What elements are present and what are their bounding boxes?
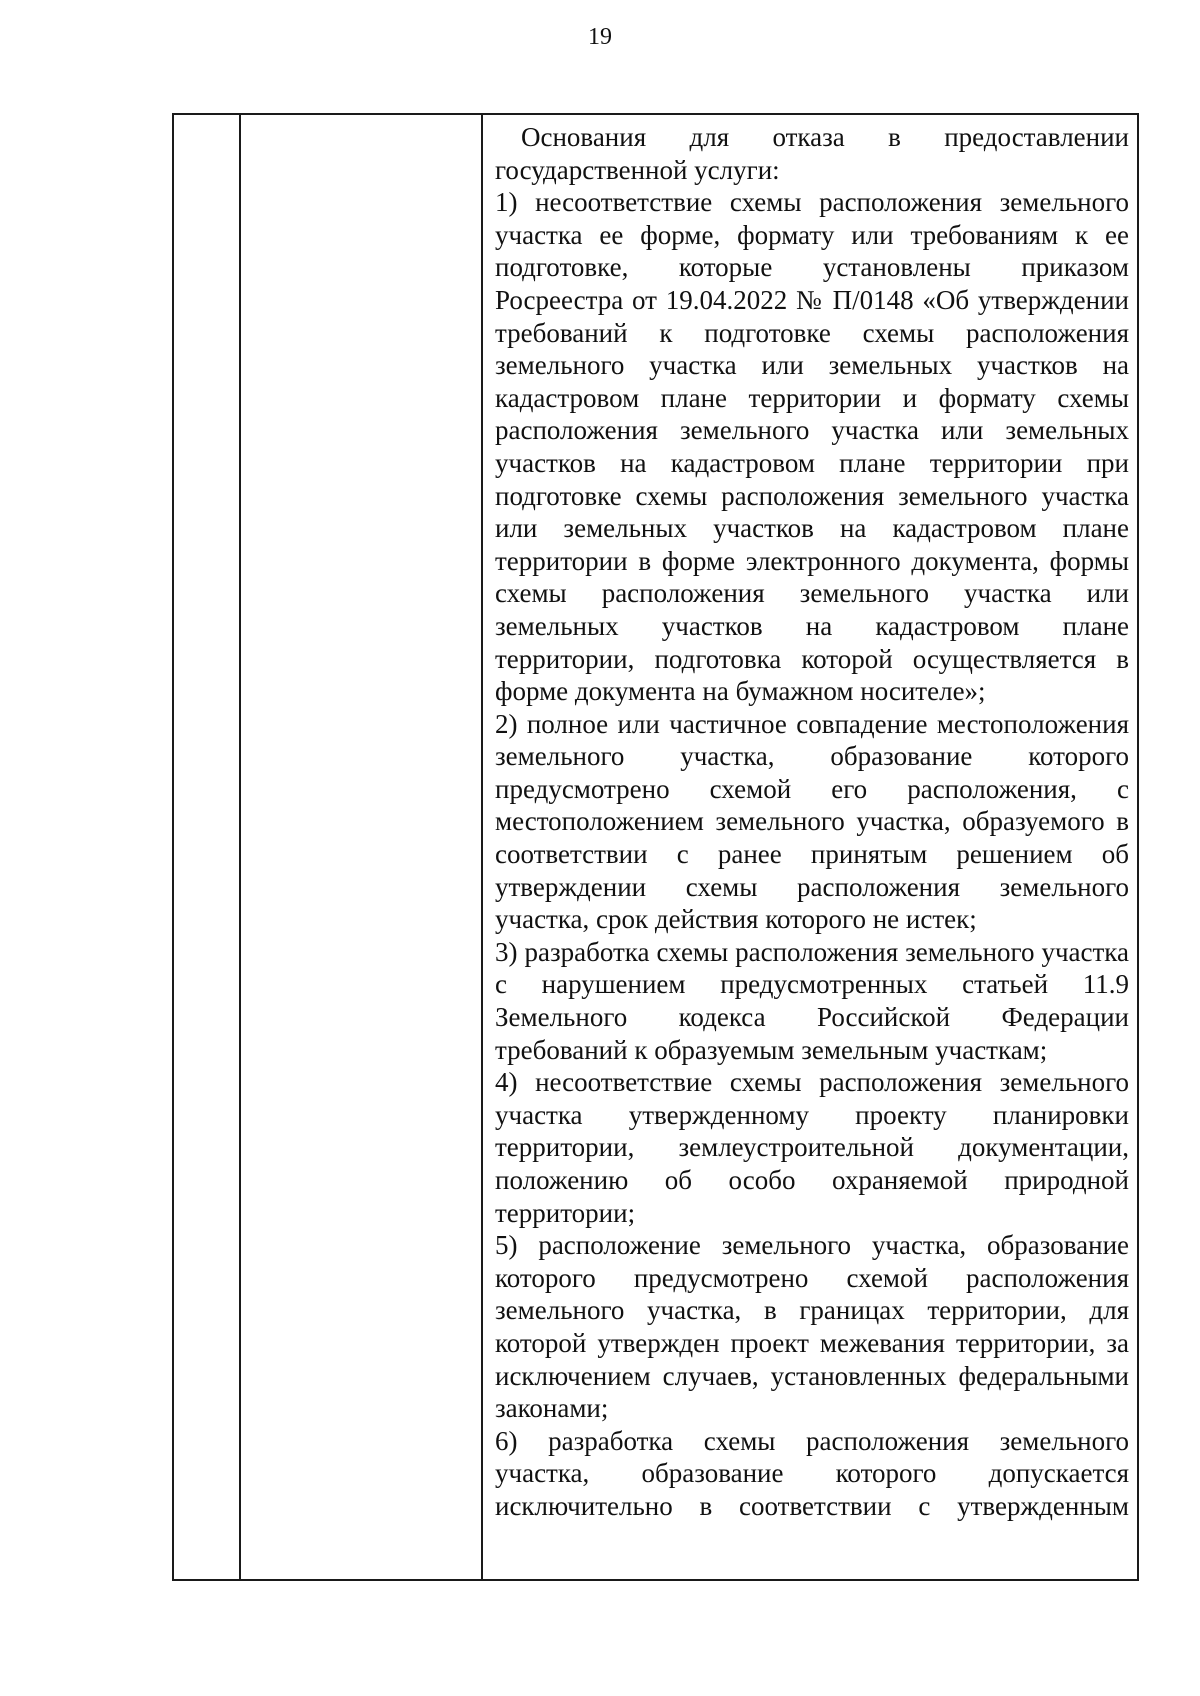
grounds-for-refusal-cell <box>495 121 1129 1523</box>
column-divider-1 <box>239 115 241 1579</box>
paragraph-item-4: 4) несоответствие схемы расположения земельного участка утвержденному проекту планировки территории, землеустроительной документации, положению об особо охраняемой природной территории; <box>495 1067 1129 1228</box>
column-divider-2 <box>481 115 483 1579</box>
paragraph-item-3: 3) разработка схемы расположения земельного участка с нарушением предусмотренных статьей 11.9 Земельного кодекса Российской Федерации требований к образуемым земельным участкам; <box>495 936 1129 1065</box>
paragraph-item-5: 5) расположение земельного участка, образование которого предусмотрено схемой расположения земельного участка, в границах территории, для которой утвержден проект межевания территории, за исключением случаев, установленных федеральными законами; <box>495 1230 1129 1424</box>
document-table <box>172 113 1139 1581</box>
paragraph-item-1: 1) несоответствие схемы расположения земельного участка ее форме, формату или требованиям к ее подготовке, которые установлены приказом Росреестра от 19.04.2022 № П/0148 «Об утверждении требований к подготовке схемы расположения земельного участка или земельных участков на кадастровом плане территории и формату схемы расположения земельного участка или земельных участков на кадастровом плане территории при подготовке схемы расположения земельного участка или земельных участков на кадастровом плане территории в форме электронного документа, формы схемы расположения земельного участка или земельных участков на кадастровом плане территории, подготовка которой осуществляется в форме документа на бумажном носителе»; <box>495 187 1129 707</box>
paragraph-intro: Основания для отказа в предоставлении государственной услуги: <box>495 122 1129 185</box>
paragraph-item-6: 6) разработка схемы расположения земельного участка, образование которого допускается исключительно в соответствии с утвержденным <box>495 1425 1129 1521</box>
paragraph-item-2: 2) полное или частичное совпадение местоположения земельного участка, образование которого предусмотрено схемой его расположения, с местоположением земельного участка, образуемого в соответствии с ранее принятым решением об утверждении схемы расположения земельного участка, срок действия которого не истек; <box>495 708 1129 935</box>
page-number: 19 <box>588 24 612 50</box>
